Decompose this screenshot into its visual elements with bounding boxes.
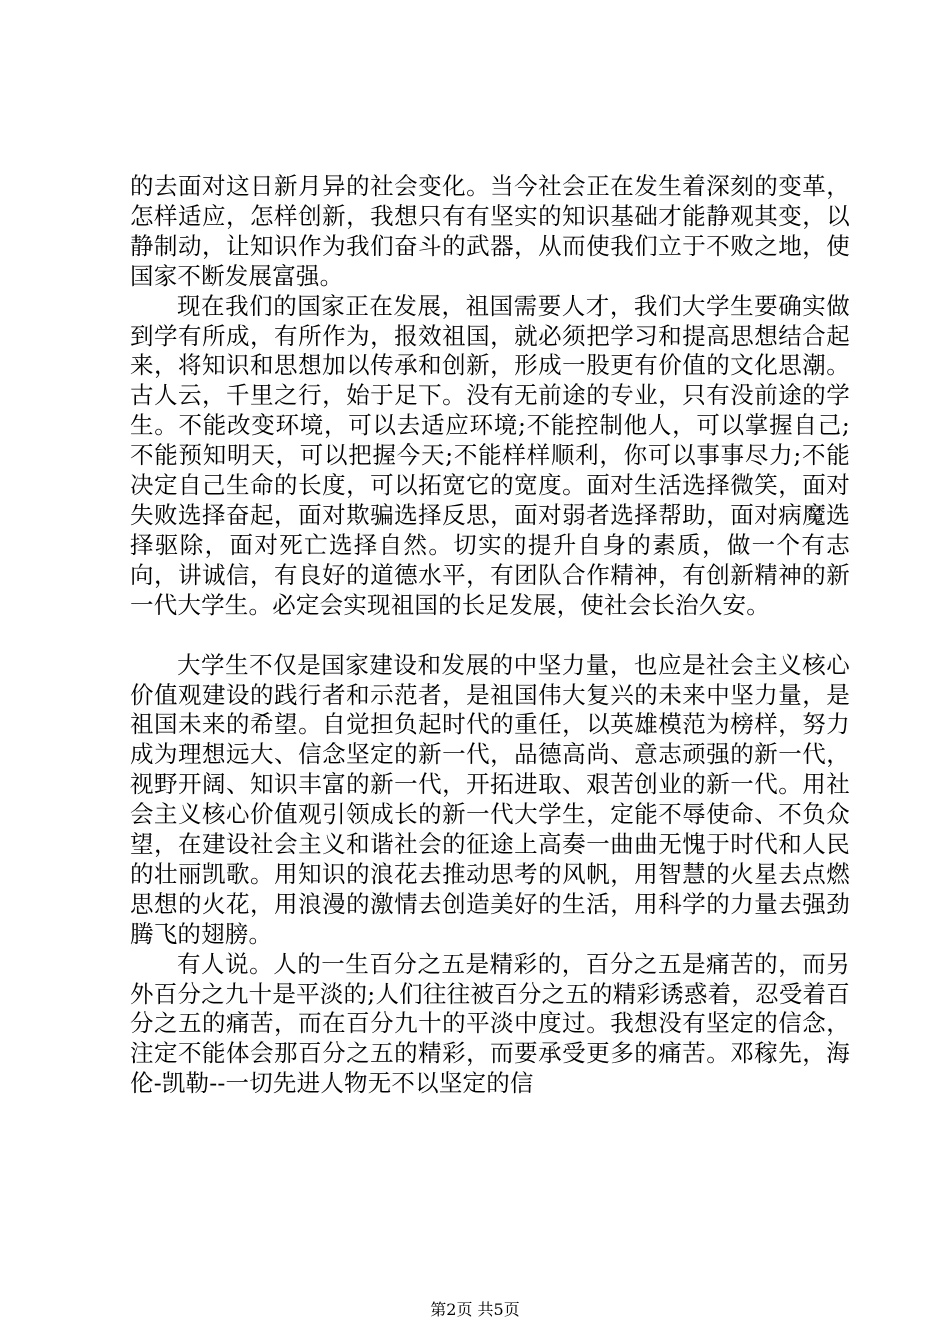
paragraph-3: 大学生不仅是国家建设和发展的中坚力量，也应是社会主义核心价值观建设的践行者和示范者，是祖国伟大复兴的未来中坚力量，是祖国未来的希望。自觉担负起时代的重任，以英雄模范为榜样，努力成为理想远大、信念坚定的新一代，品德高尚、意志顽强的新一代，视野开阔、知识丰富的新一代，开拓进取、艰苦创业的新一代。用社会主义核心价值观引领成长的新一代大学生，定能不辱使命、不负众望，在建设社会主义和谐社会的征途上高奏一曲曲无愧于时代和人民的壮丽凯歌。用知识的浪花去推动思考的风帆，用智慧的火星去点燃思想的火花，用浪漫的激情去创造美好的生活，用科学的力量去强劲腾飞的翅膀。 <box>130 650 850 948</box>
paragraph-4: 有人说。人的一生百分之五是精彩的，百分之五是痛苦的，而另外百分之九十是平淡的;人们往往被百分之五的精彩诱惑着，忍受着百分之五的痛苦，而在百分九十的平淡中度过。我想没有坚定的信念，注定不能体会那百分之五的精彩，而要承受更多的痛苦。邓稼先，海伦-凯勒--一切先进人物无不以坚定的信 <box>130 949 850 1098</box>
paragraph-gap <box>130 621 850 651</box>
paragraph-1: 的去面对这日新月异的社会变化。当今社会正在发生着深刻的变革，怎样适应，怎样创新，我想只有有坚实的知识基础才能静观其变，以静制动，让知识作为我们奋斗的武器，从而使我们立于不败之地，使国家不断发展富强。 <box>130 172 850 290</box>
page-number-footer: 第2页 共5页 <box>430 1300 520 1319</box>
paragraph-2: 现在我们的国家正在发展，祖国需要人才，我们大学生要确实做到学有所成，有所作为，报效祖国，就必须把学习和提高思想结合起来，将知识和思想加以传承和创新，形成一股更有价值的文化思潮。古人云，千里之行，始于足下。没有无前途的专业，只有没前途的学生。不能改变环境，可以去适应环境;不能控制他人，可以掌握自己;不能预知明天，可以把握今天;不能样样顺利，你可以事事尽力;不能决定自己生命的长度，可以拓宽它的宽度。面对生活选择微笑，面对失败选择奋起，面对欺骗选择反思，面对弱者选择帮助，面对病魔选择驱除，面对死亡选择自然。切实的提升自身的素质，做一个有志向，讲诚信，有良好的道德水平，有团队合作精神，有创新精神的新一代大学生。必定会实现祖国的长足发展，使社会长治久安。 <box>130 291 850 619</box>
body-text <box>130 172 850 1099</box>
